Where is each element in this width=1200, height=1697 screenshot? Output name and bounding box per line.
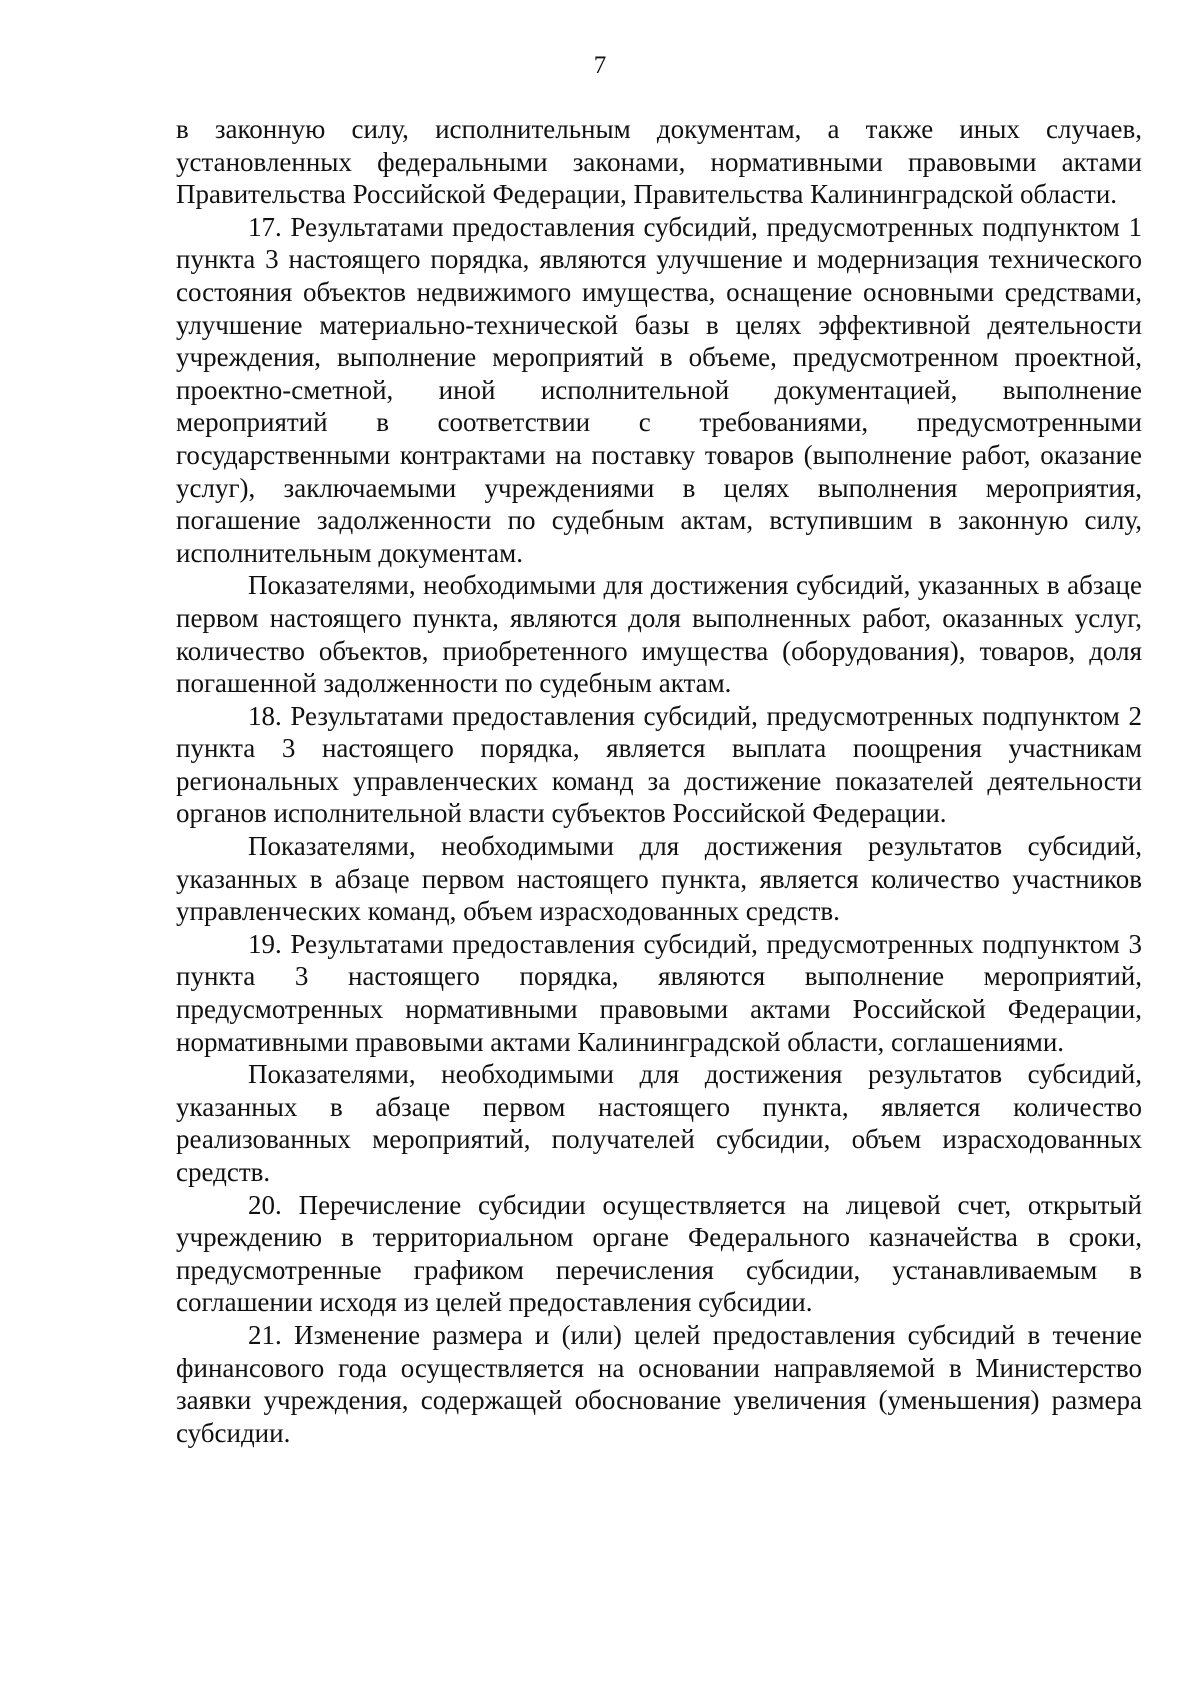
paragraph-18-indicators: Показателями, необходимыми для достижения результатов субсидий, указанных в абзаце первом настоящего пункта, является количество участников управленческих команд, объем израсходованных средств. [176,831,1142,927]
paragraph-18: 18. Результатами предоставления субсидий, предусмотренных подпунктом 2 пункта 3 настоящего порядка, является выплата поощрения участникам региональных управленческих команд за достижение показателей деятельности органов исполнительной власти субъектов Российской Федерации. [176,700,1142,829]
paragraph-20: 20. Перечисление субсидии осуществляется на лицевой счет, открытый учреждению в территориальном органе Федерального казначейства в сроки, предусмотренные графиком перечисления субсидии, устанавливаемым в соглашении исходя из целей предоставления субсидии. [176,1189,1142,1318]
paragraph-17: 17. Результатами предоставления субсидий, предусмотренных подпунктом 1 пункта 3 настоящего порядка, являются улучшение и модернизация технического состояния объектов недвижимого имущества, оснащение основными средствами, улучшение материально-технической базы в целях эффективной деятельности учреждения, выполнение мероприятий в объеме, предусмотренном проектной, проектно-сметной, иной исполнительной документацией, выполнение мероприятий в соответствии с требованиями, предусмотренными государственными контрактами на поставку товаров (выполнение работ, оказание услуг), заключаемыми учреждениями в целях выполнения мероприятия, погашение задолженности по судебным актам, вступившим в законную силу, исполнительным документам. [176,211,1142,568]
paragraph-21: 21. Изменение размера и (или) целей предоставления субсидий в течение финансового года осуществляется на основании направляемой в Министерство заявки учреждения, содержащей обоснование увеличения (уменьшения) размера субсидии. [176,1319,1142,1448]
paragraph-17-indicators: Показателями, необходимыми для достижения субсидий, указанных в абзаце первом настоящего пункта, являются доля выполненных работ, оказанных услуг, количество объектов, приобретенного имущества (оборудования), товаров, доля погашенной задолженности по судебным актам. [176,570,1142,699]
paragraph-19-indicators: Показателями, необходимыми для достижения результатов субсидий, указанных в абзаце первом настоящего пункта, является количество реализованных мероприятий, получателей субсидии, объем израсходованных средств. [176,1059,1142,1187]
paragraph-continuation: в законную силу, исполнительным документам, а также иных случаев, установленных федеральными законами, нормативными правовыми актами Правительства Российской Федерации, Правительства Калининградской области. [176,114,1142,210]
page-number: 7 [593,52,607,79]
paragraph-19: 19. Результатами предоставления субсидий, предусмотренных подпунктом 3 пункта 3 настоящего порядка, являются выполнение мероприятий, предусмотренных нормативными правовыми актами Российской Федерации, нормативными правовыми актами Калининградской области, соглашениями. [176,928,1142,1057]
document-body [176,113,1142,1449]
